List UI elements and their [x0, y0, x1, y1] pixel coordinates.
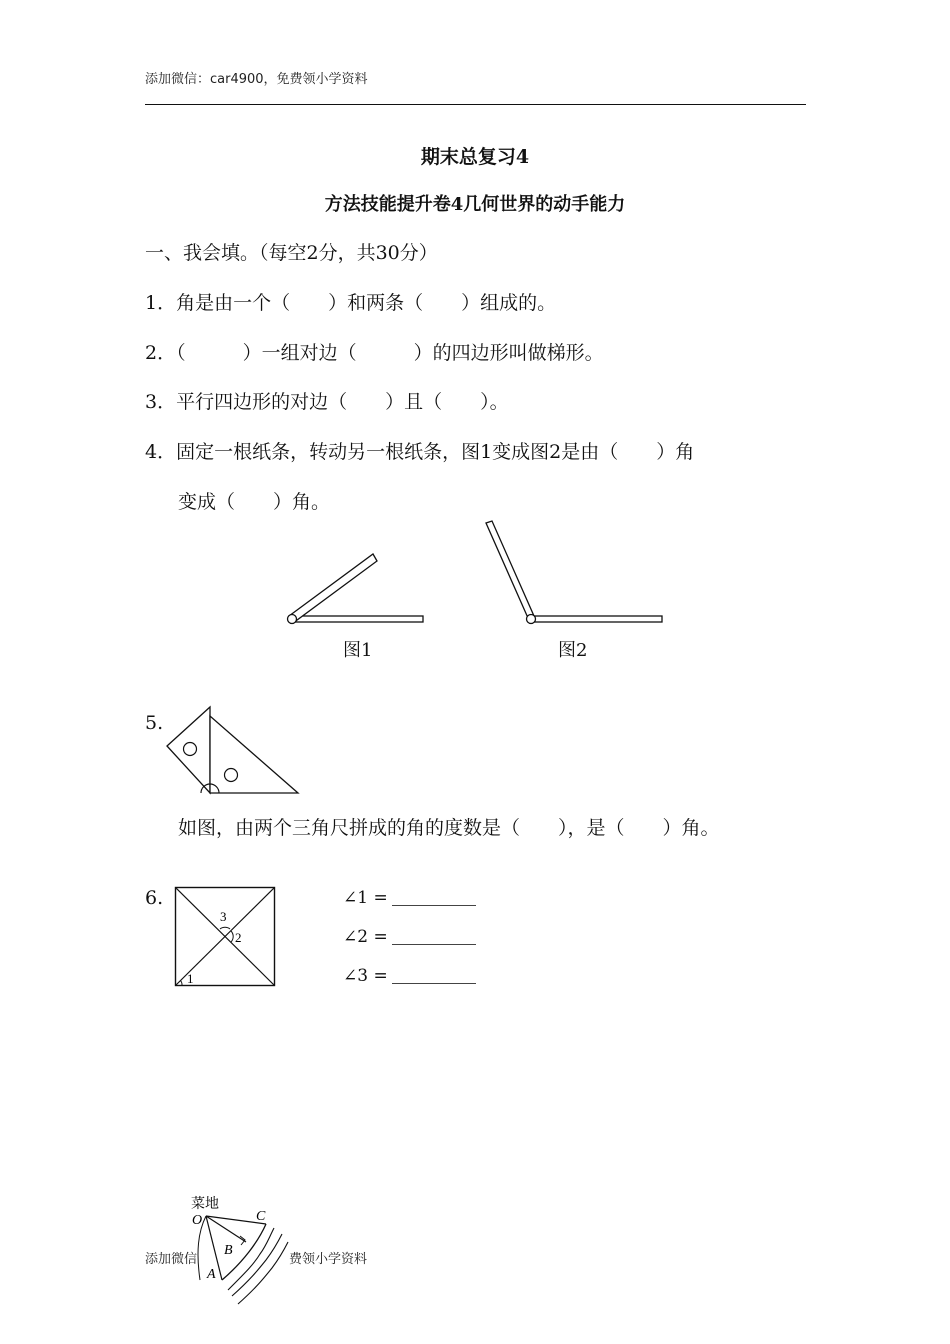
angle-label-2: 2 — [235, 930, 242, 945]
question-5-number: 5. — [145, 712, 164, 734]
figure-2-caption: 图2 — [558, 640, 588, 661]
point-o-label: O — [192, 1213, 203, 1228]
angle-2-prompt: ∠2 = — [343, 927, 388, 947]
section-heading: 一、我会填。（每空2分，共30分） — [145, 242, 438, 264]
header-text: 添加微信：car4900，免费领小学资料 — [145, 72, 368, 87]
page-title: 期末总复习4 — [420, 146, 530, 168]
page-subtitle: 方法技能提升卷4几何世界的动手能力 — [324, 194, 626, 215]
question-6-number: 6. — [145, 887, 164, 909]
question-3: 3．平行四边形的对边（ ）且（ ）。 — [145, 391, 509, 413]
question-2: 2．（ ）一组对边（ ）的四边形叫做梯形。 — [145, 342, 604, 364]
header-rule — [145, 104, 806, 105]
angle-label-1: 1 — [187, 971, 194, 986]
angle-label-3: 3 — [220, 909, 227, 924]
angle-1-blank[interactable] — [392, 889, 476, 906]
footer-text-right: 费领小学资料 — [289, 1252, 368, 1267]
point-b-label: B — [224, 1243, 233, 1258]
question-4-line-2: 变成（ ）角。 — [178, 491, 331, 513]
angle-3-answer — [343, 966, 476, 986]
square-diagonals-figure — [174, 886, 276, 988]
angle-2-blank[interactable] — [392, 928, 476, 945]
figure-2-angle — [484, 520, 664, 630]
question-4-line-1: 4．固定一根纸条，转动另一根纸条，图1变成图2是由（ ）角 — [145, 441, 695, 463]
point-c-label: C — [256, 1209, 266, 1224]
question-5-text: 如图，由两个三角尺拼成的角的度数是（ ），是（ ）角。 — [178, 817, 720, 839]
angle-2-answer — [343, 927, 476, 947]
angle-3-prompt: ∠3 = — [343, 966, 388, 986]
set-squares-figure — [164, 704, 304, 799]
figure-1-caption: 图1 — [343, 640, 373, 661]
angle-3-blank[interactable] — [392, 967, 476, 984]
field-river-figure — [188, 1192, 298, 1332]
point-a-label: A — [207, 1267, 216, 1282]
question-1: 1．角是由一个（ ）和两条（ ）组成的。 — [145, 292, 557, 314]
angle-1-prompt: ∠1 = — [343, 888, 388, 908]
footer-text-left: 添加微信 — [145, 1252, 198, 1267]
angle-1-answer — [343, 888, 476, 908]
field-label: 菜地 — [191, 1196, 219, 1212]
